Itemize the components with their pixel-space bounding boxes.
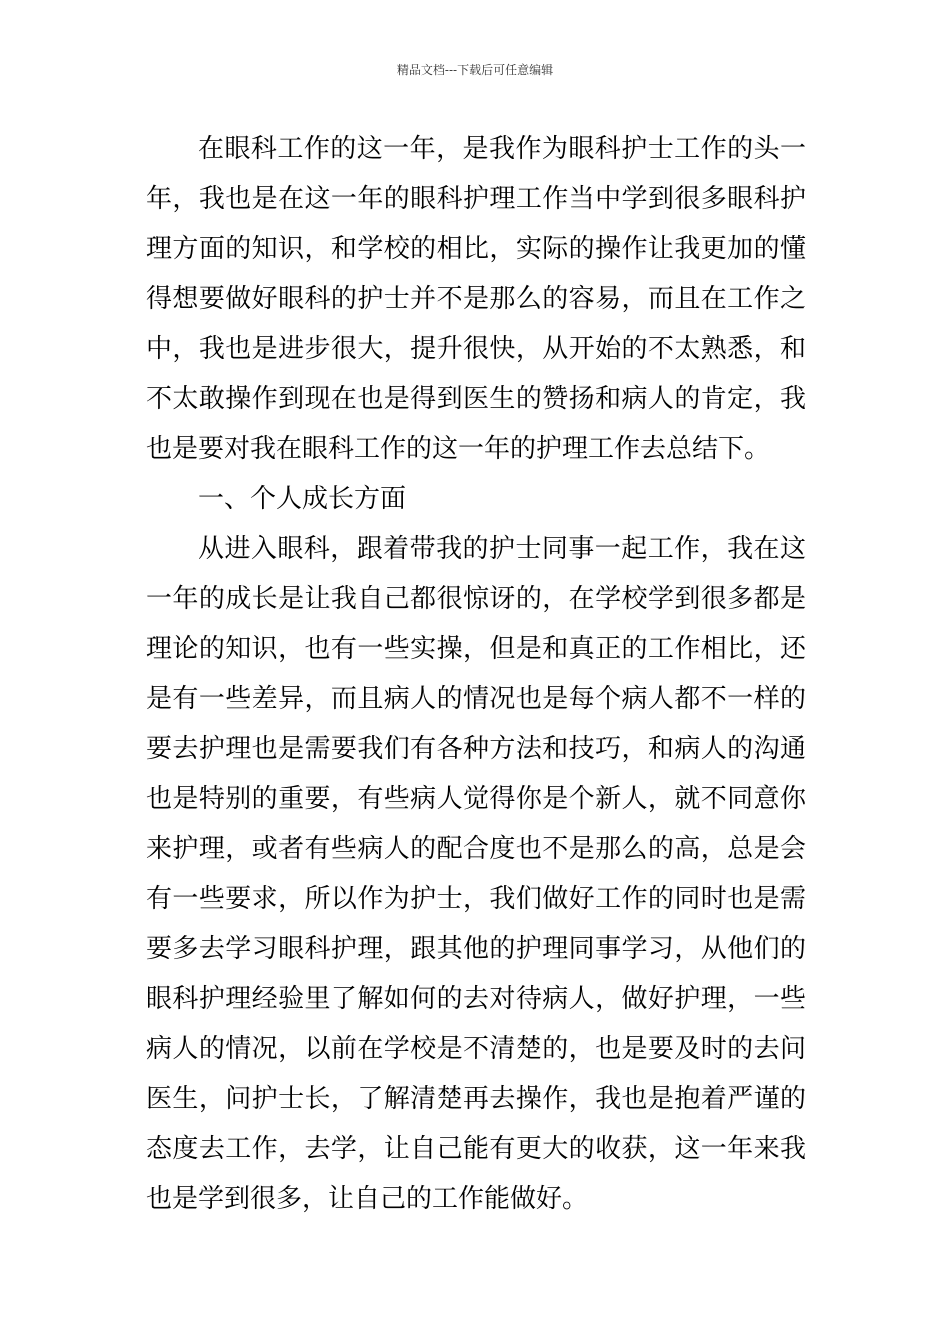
paragraph-line: 病人的情况，以前在学校是不清楚的，也是要及时的去问 [146,1034,806,1064]
paragraph-line: 年，我也是在这一年的眼科护理工作当中学到很多眼科护 [146,184,806,214]
paragraph-line: 要去护理也是需要我们有各种方法和技巧，和病人的沟通 [146,734,806,764]
paragraph-line: 眼科护理经验里了解如何的去对待病人，做好护理，一些 [146,984,806,1014]
paragraph-line: 态度去工作，去学，让自己能有更大的收获，这一年来我 [146,1134,806,1164]
paragraph-line: 也是学到很多，让自己的工作能做好。 [146,1184,589,1214]
page-header: 精品文档---下载后可任意编辑 [396,63,554,77]
paragraph-personal-growth [146,524,806,1224]
paragraph-line: 也是要对我在眼科工作的这一年的护理工作去总结下。 [146,434,771,464]
document-body [146,124,806,1224]
section-heading [146,474,806,524]
paragraph-line: 不太敢操作到现在也是得到医生的赞扬和病人的肯定，我 [146,384,806,414]
section-heading-text: 一、个人成长方面 [198,484,407,514]
paragraph-line: 来护理，或者有些病人的配合度也不是那么的高，总是会 [146,834,806,864]
paragraph-line: 中，我也是进步很大，提升很快，从开始的不太熟悉，和 [146,334,806,364]
paragraph-line: 从进入眼科，跟着带我的护士同事一起工作，我在这 [198,534,806,564]
paragraph-line: 理论的知识，也有一些实操，但是和真正的工作相比，还 [146,634,806,664]
paragraph-intro [146,124,806,474]
paragraph-line: 一年的成长是让我自己都很惊讶的，在学校学到很多都是 [146,584,806,614]
paragraph-line: 医生，问护士长，了解清楚再去操作，我也是抱着严谨的 [146,1084,806,1114]
paragraph-line: 在眼科工作的这一年，是我作为眼科护士工作的头一 [198,134,806,164]
paragraph-line: 得想要做好眼科的护士并不是那么的容易，而且在工作之 [146,284,806,314]
paragraph-line: 是有一些差异，而且病人的情况也是每个病人都不一样的 [146,684,806,714]
paragraph-line: 理方面的知识，和学校的相比，实际的操作让我更加的懂 [146,234,806,264]
paragraph-line: 也是特别的重要，有些病人觉得你是个新人，就不同意你 [146,784,806,814]
paragraph-line: 有一些要求，所以作为护士，我们做好工作的同时也是需 [146,884,806,914]
paragraph-line: 要多去学习眼科护理，跟其他的护理同事学习，从他们的 [146,934,806,964]
